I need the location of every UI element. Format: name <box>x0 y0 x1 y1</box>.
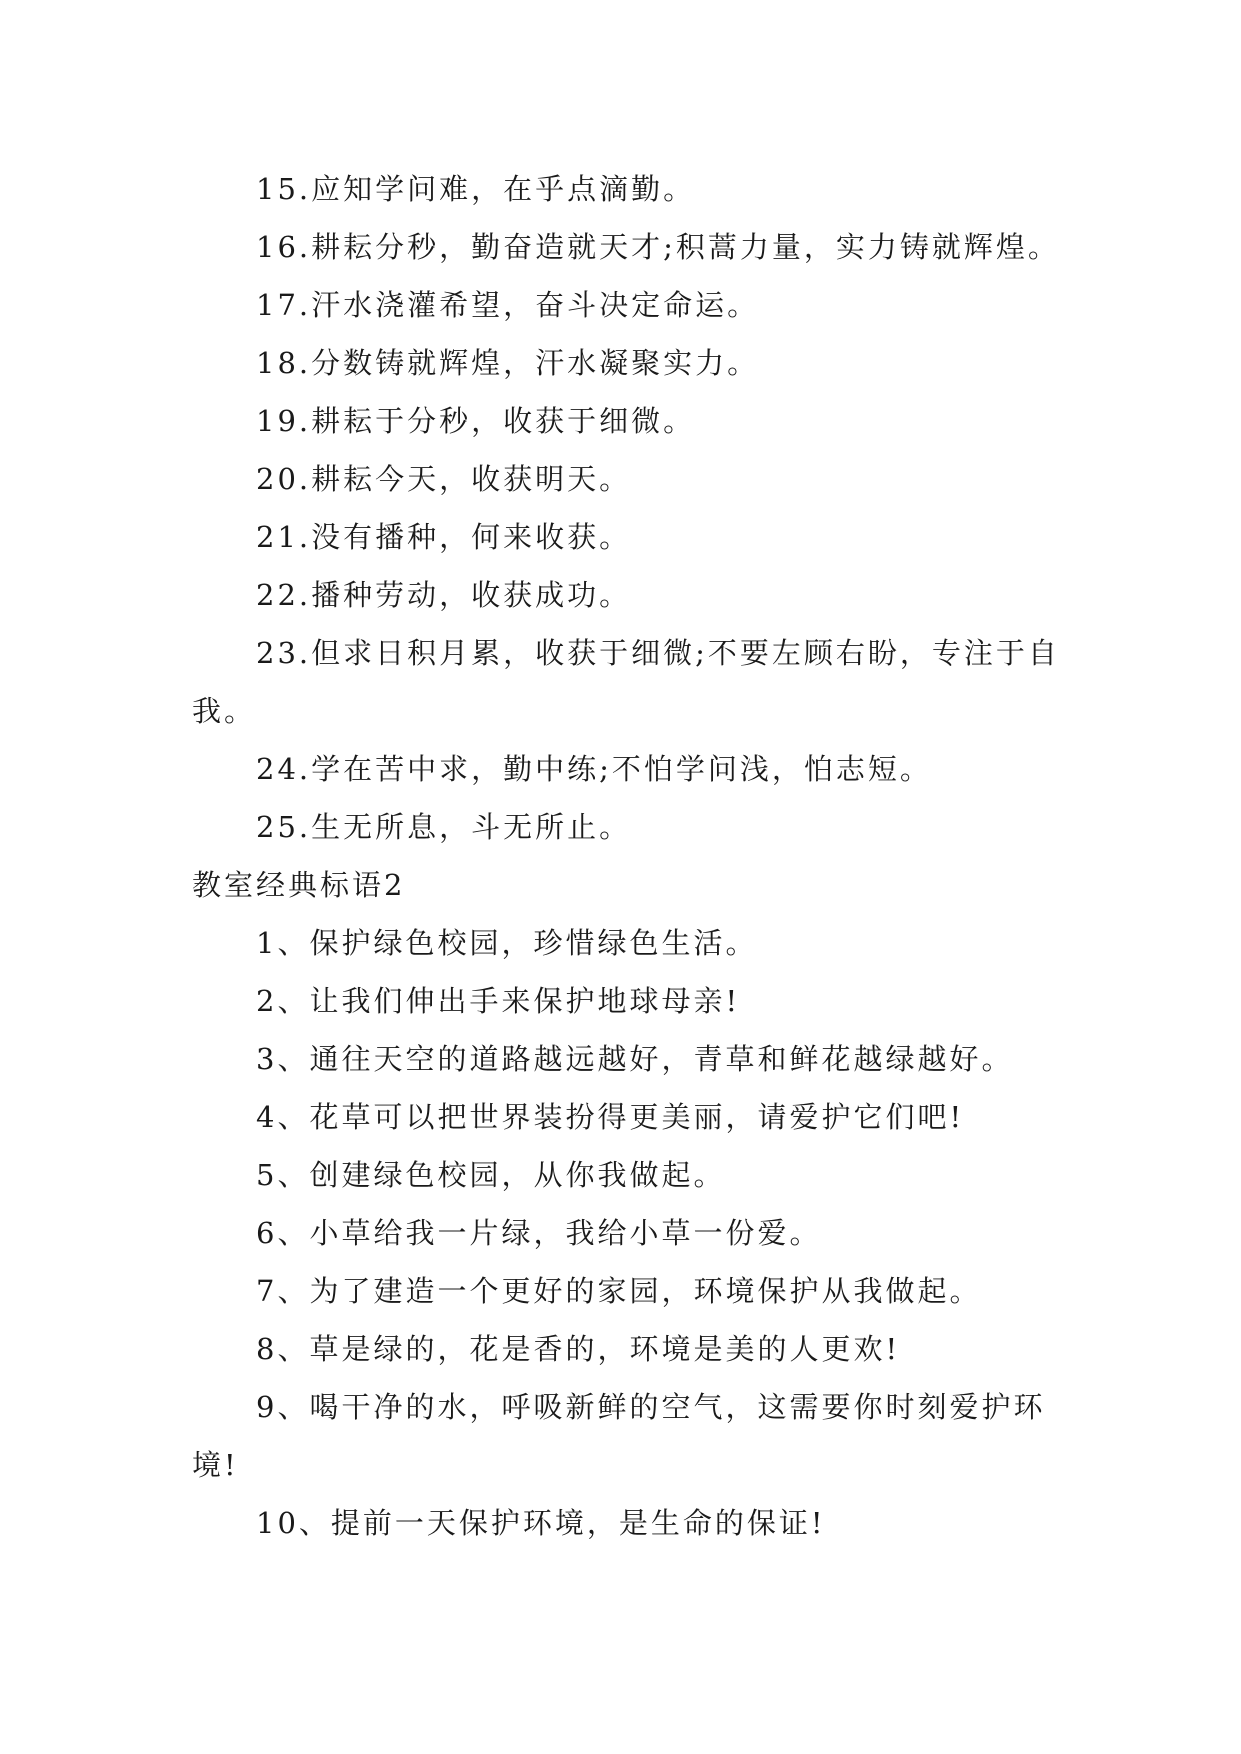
slogan-item: 10、提前一天保护环境，是生命的保证! <box>256 1506 826 1540</box>
slogan-item: 15.应知学问难，在乎点滴勤。 <box>256 172 696 206</box>
slogan-item: 25.生无所息，斗无所止。 <box>256 810 632 844</box>
slogan-item: 7、为了建造一个更好的家园，环境保护从我做起。 <box>256 1274 982 1308</box>
slogan-item: 5、创建绿色校园，从你我做起。 <box>256 1158 726 1192</box>
slogan-item: 9、喝干净的水，呼吸新鲜的空气，这需要你时刻爱护环境! <box>192 1390 1046 1482</box>
slogan-item: 4、花草可以把世界装扮得更美丽，请爱护它们吧! <box>256 1100 965 1134</box>
slogan-item: 8、草是绿的，花是香的，环境是美的人更欢! <box>256 1332 901 1366</box>
slogan-item: 20.耕耘今天，收获明天。 <box>256 462 632 496</box>
slogan-item: 19.耕耘于分秒，收获于细微。 <box>256 404 696 438</box>
slogan-item: 22.播种劳动，收获成功。 <box>256 578 632 612</box>
slogan-item: 2、让我们伸出手来保护地球母亲! <box>256 984 741 1018</box>
slogan-item: 17.汗水浇灌希望，奋斗决定命运。 <box>256 288 760 322</box>
slogan-item: 21.没有播种，何来收获。 <box>256 520 632 554</box>
slogan-item: 24.学在苦中求，勤中练;不怕学问浅，怕志短。 <box>256 752 932 786</box>
slogan-item: 6、小草给我一片绿，我给小草一份爱。 <box>256 1216 822 1250</box>
slogan-item: 23.但求日积月累，收获于细微;不要左顾右盼，专注于自我。 <box>192 636 1060 728</box>
slogan-item: 3、通往天空的道路越远越好，青草和鲜花越绿越好。 <box>256 1042 1014 1076</box>
document-body <box>192 160 1062 1552</box>
slogan-item: 18.分数铸就辉煌，汗水凝聚实力。 <box>256 346 760 380</box>
slogan-item: 16.耕耘分秒，勤奋造就天才;积蒿力量，实力铸就辉煌。 <box>256 230 1060 264</box>
slogan-item: 1、保护绿色校园，珍惜绿色生活。 <box>256 926 758 960</box>
section-heading: 教室经典标语2 <box>192 868 406 902</box>
